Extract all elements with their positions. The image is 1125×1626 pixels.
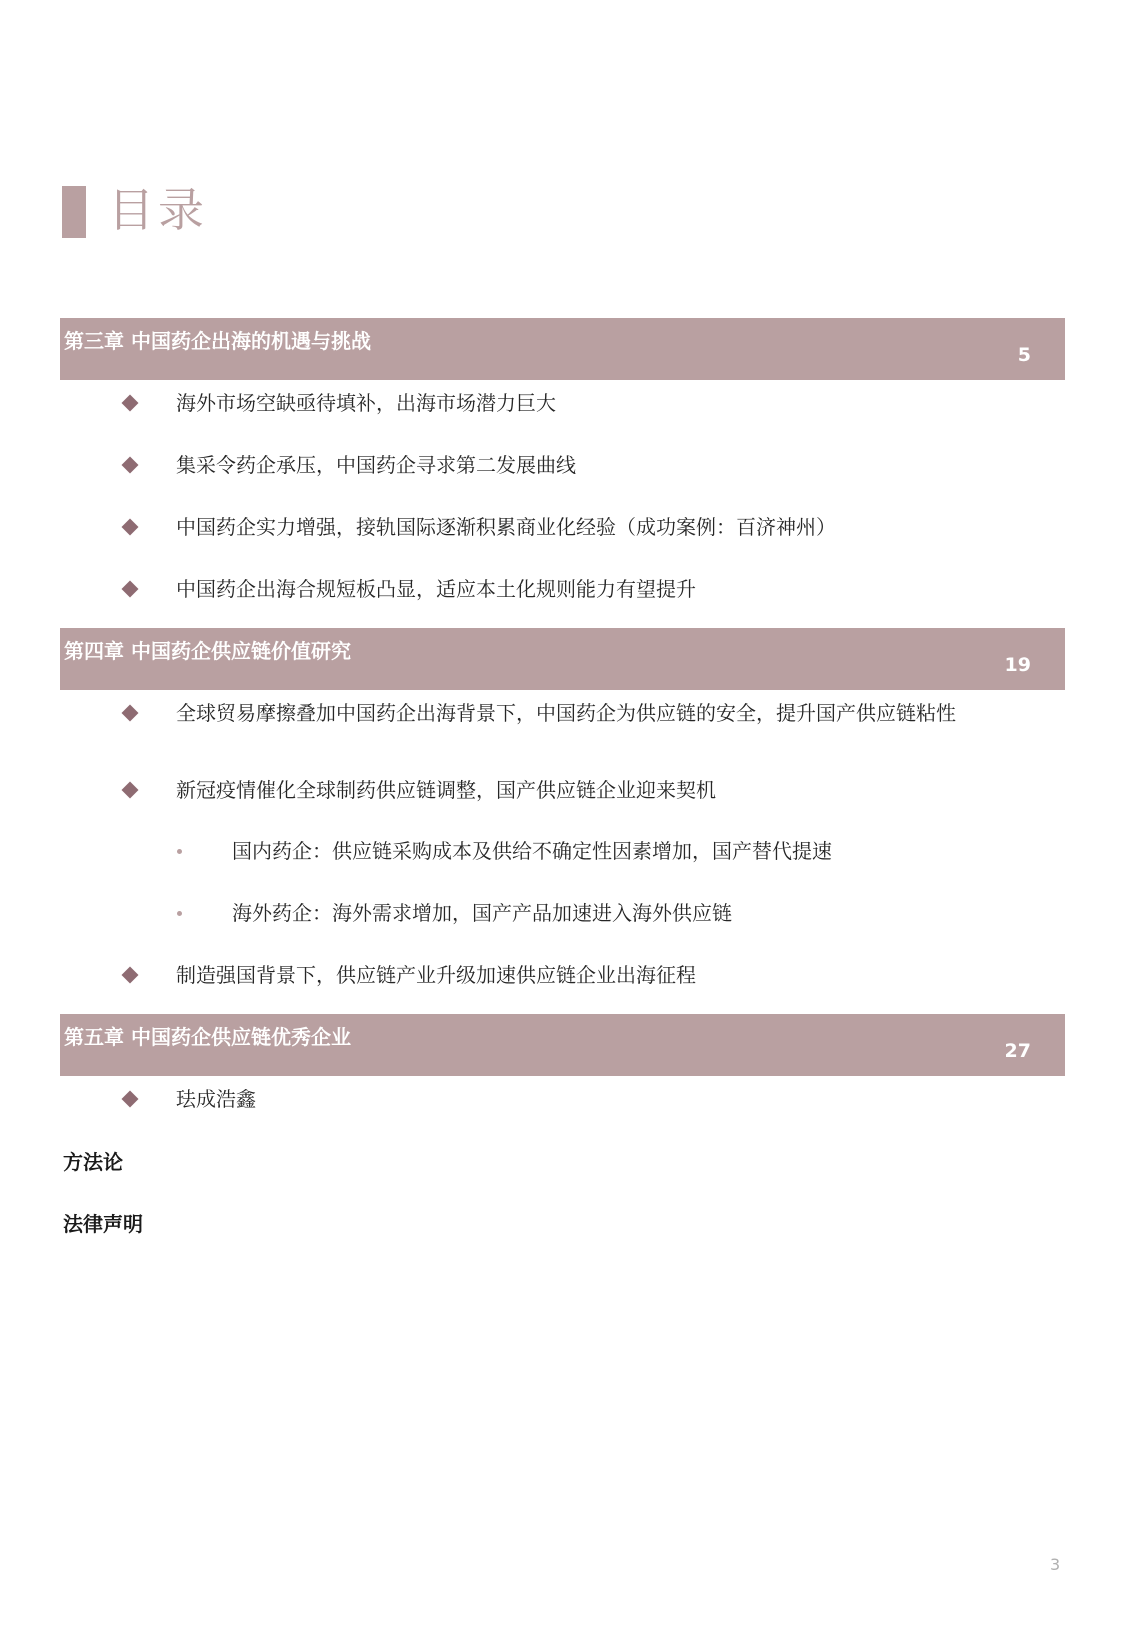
toc-item[interactable]: 海外市场空缺亟待填补，出海市场潜力巨大 <box>176 391 556 415</box>
bullet-diamond-icon <box>122 457 139 474</box>
toc-subitem[interactable]: 国内药企：供应链采购成本及供给不确定性因素增加，国产替代提速 <box>232 839 832 863</box>
bullet-diamond-icon <box>122 782 139 799</box>
chapter-5-header[interactable] <box>60 1014 1065 1076</box>
chapter-4-page: 19 <box>1004 654 1031 676</box>
toc-subitem[interactable]: 海外药企：海外需求增加，国产产品加速进入海外供应链 <box>232 901 732 925</box>
chapter-3-header[interactable] <box>60 318 1065 380</box>
page-title: 目录 <box>108 183 208 237</box>
toc-item[interactable]: 集采令药企承压，中国药企寻求第二发展曲线 <box>176 453 576 477</box>
title-accent-bar <box>62 186 86 238</box>
chapter-4-title: 第四章 中国药企供应链价值研究 <box>64 639 351 663</box>
bullet-diamond-icon <box>122 395 139 412</box>
toc-methodology[interactable]: 方法论 <box>63 1150 123 1174</box>
chapter-4-header[interactable] <box>60 628 1065 690</box>
chapter-3-page: 5 <box>1017 344 1031 366</box>
toc-item[interactable]: 中国药企实力增强，接轨国际逐渐积累商业化经验（成功案例：百济神州） <box>176 515 836 539</box>
bullet-diamond-icon <box>122 519 139 536</box>
sub-bullet-dot-icon <box>177 911 182 916</box>
toc-item[interactable]: 制造强国背景下，供应链产业升级加速供应链企业出海征程 <box>176 963 696 987</box>
chapter-3-title: 第三章 中国药企出海的机遇与挑战 <box>64 329 371 353</box>
toc-item[interactable]: 新冠疫情催化全球制药供应链调整，国产供应链企业迎来契机 <box>176 778 716 802</box>
bullet-diamond-icon <box>122 1091 139 1108</box>
toc-item[interactable]: 全球贸易摩擦叠加中国药企出海背景下，中国药企为供应链的安全，提升国产供应链粘性 <box>176 701 956 725</box>
bullet-diamond-icon <box>122 705 139 722</box>
bullet-diamond-icon <box>122 967 139 984</box>
toc-item[interactable]: 珐成浩鑫 <box>176 1087 256 1111</box>
chapter-5-page: 27 <box>1004 1040 1031 1062</box>
toc-item[interactable]: 中国药企出海合规短板凸显，适应本土化规则能力有望提升 <box>176 577 696 601</box>
chapter-5-title: 第五章 中国药企供应链优秀企业 <box>64 1025 351 1049</box>
sub-bullet-dot-icon <box>177 849 182 854</box>
bullet-diamond-icon <box>122 581 139 598</box>
toc-legal-statement[interactable]: 法律声明 <box>63 1212 143 1236</box>
page-number: 3 <box>1050 1555 1061 1574</box>
